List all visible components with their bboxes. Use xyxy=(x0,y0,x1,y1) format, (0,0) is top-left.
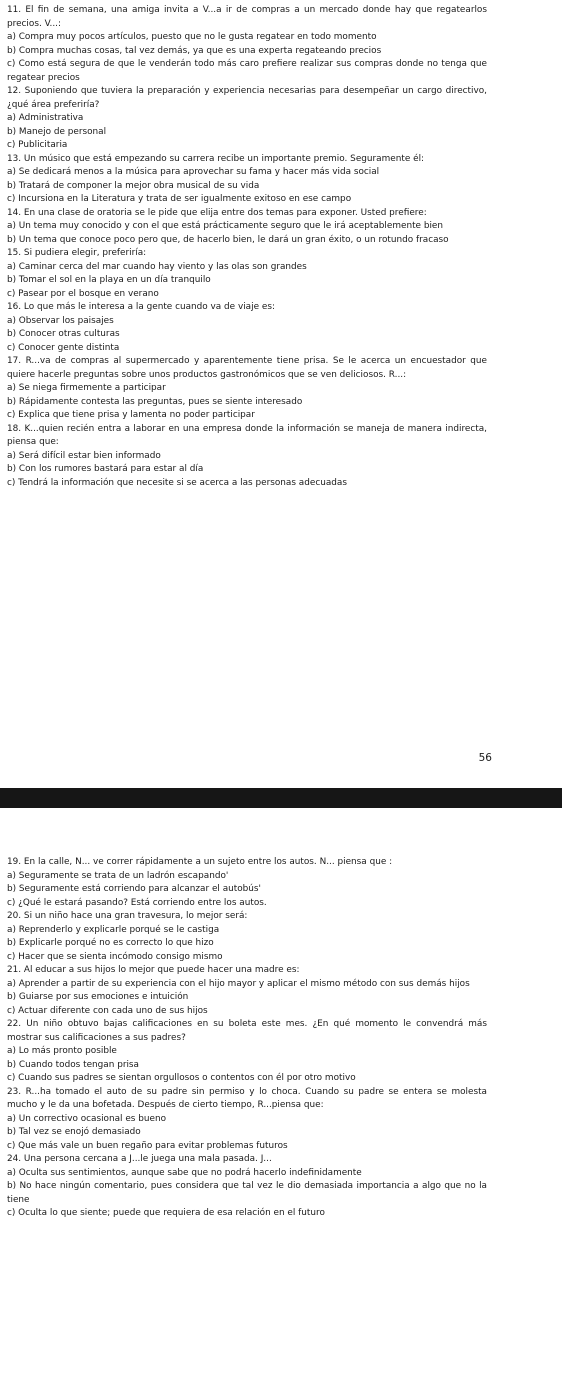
option-c: c) Conocer gente distinta xyxy=(7,342,120,353)
option-b: b) Manejo de personal xyxy=(7,126,107,137)
question-text: 24. Una persona cercana a J...le juega una mala pasada. J... xyxy=(7,1154,272,1164)
option-a: a) Seguramente se trata de un ladrón escapando' xyxy=(7,870,229,881)
question-24 xyxy=(7,1153,487,1221)
option-b: b) Un tema que conoce poco pero que, de hacerlo bien, le dará un gran éxito, o un rotundo fracaso xyxy=(7,234,449,245)
option-c: c) Incursiona en la Literatura y trata de ser igualmente exitoso en ese campo xyxy=(7,194,352,204)
question-16 xyxy=(7,301,487,355)
question-text: 19. En la calle, N... ve correr rápidamente a un sujeto entre los autos. N... piensa que : xyxy=(7,857,393,867)
question-23 xyxy=(7,1086,487,1154)
option-b: b) Tratará de componer la mejor obra musical de su vida xyxy=(7,180,260,191)
option-a: a) Lo más pronto posible xyxy=(7,1046,117,1056)
option-c: c) Publicitaria xyxy=(7,140,68,150)
question-12 xyxy=(7,85,487,153)
option-c: c) Hacer que se sienta incómodo consigo mismo xyxy=(7,951,223,962)
option-a: a) Oculta sus sentimientos, aunque sabe que no podrá hacerlo indefinidamente xyxy=(7,1167,362,1178)
option-c: c) Oculta lo que siente; puede que requiera de esa relación en el futuro xyxy=(7,1208,325,1218)
option-a: a) Se niega firmemente a participar xyxy=(7,383,166,393)
question-text: 21. Al educar a sus hijos lo mejor que puede hacer una madre es: xyxy=(7,965,300,975)
option-a: a) Administrativa xyxy=(7,113,84,123)
option-b: b) Tal vez se enojó demasiado xyxy=(7,1127,141,1137)
option-c: c) Que más vale un buen regaño para evitar problemas futuros xyxy=(7,1140,288,1151)
option-a: a) Se dedicará menos a la música para aprovechar su fama y hacer más vida social xyxy=(7,167,380,177)
question-11 xyxy=(7,4,487,85)
question-text: 11. El fin de semana, una amiga invita a V...a ir de compras a un mercado donde hay que regatearlos precios. V...: xyxy=(7,5,487,29)
page-number: 56 xyxy=(478,752,492,764)
question-21 xyxy=(7,964,487,1018)
question-text: 12. Suponiendo que tuviera la preparación y experiencia necesarias para desempeñar un cargo directivo, ¿qué área preferiría? xyxy=(7,86,487,110)
option-a: a) Reprenderlo y explicarle porqué se le castiga xyxy=(7,924,220,935)
option-b: b) Conocer otras culturas xyxy=(7,329,120,339)
questions-bottom xyxy=(7,856,487,1221)
option-a: a) Aprender a partir de su experiencia con el hijo mayor y aplicar el mismo método con sus demás hijos xyxy=(7,978,470,989)
question-13 xyxy=(7,153,487,207)
question-text: 22. Un niño obtuvo bajas calificaciones en su boleta este mes. ¿En qué momento le convendrá más mostrar sus calificaciones a sus padres? xyxy=(7,1019,487,1043)
question-text: 18. K...quien recién entra a laborar en una empresa donde la información se maneja de manera indirecta, piensa que: xyxy=(7,423,487,447)
question-text: 14. En una clase de oratoria se le pide que elija entre dos temas para exponer. Usted prefiere: xyxy=(7,207,427,218)
question-15 xyxy=(7,247,487,301)
option-c: c) Pasear por el bosque en verano xyxy=(7,288,159,299)
option-c: c) Como está segura de que le venderán todo más caro prefiere realizar sus compras donde no tenga que regatear precios xyxy=(7,59,487,83)
option-c: c) Actuar diferente con cada uno de sus hijos xyxy=(7,1005,208,1016)
question-text: 17. R...va de compras al supermercado y aparentemente tiene prisa. Se le acerca un encuestador que quiere hacerle preguntas sobre unos productos gastronómicos que se ven deliciosos. R...: xyxy=(7,356,487,380)
question-text: 15. Si pudiera elegir, preferiría: xyxy=(7,248,147,258)
question-text: 13. Un músico que está empezando su carrera recibe un importante premio. Seguramente él: xyxy=(7,153,425,164)
question-17 xyxy=(7,355,487,423)
option-b: b) Con los rumores bastará para estar al día xyxy=(7,464,204,474)
option-a: a) Caminar cerca del mar cuando hay viento y las olas son grandes xyxy=(7,261,307,272)
option-c: c) Explica que tiene prisa y lamenta no poder participar xyxy=(7,410,255,420)
option-c: c) Tendrá la información que necesite si se acerca a las personas adecuadas xyxy=(7,477,347,488)
question-text: 23. R...ha tomado el auto de su padre sin permiso y lo choca. Cuando su padre se entera se molesta mucho y le da una bofetada. Después de cierto tiempo, R...piensa que: xyxy=(7,1086,487,1110)
page-bottom xyxy=(0,808,562,1386)
option-b: b) Seguramente está corriendo para alcanzar el autobús' xyxy=(7,884,261,894)
option-b: b) Tomar el sol en la playa en un día tranquilo xyxy=(7,275,211,285)
option-a: a) Observar los paisajes xyxy=(7,315,114,326)
question-20 xyxy=(7,910,487,964)
question-18 xyxy=(7,423,487,491)
question-19 xyxy=(7,856,487,910)
page-divider xyxy=(0,788,562,808)
question-22 xyxy=(7,1018,487,1086)
option-b: b) No hace ningún comentario, pues considera que tal vez le dio demasiada importancia a algo que no la tiene xyxy=(7,1181,487,1205)
option-c: c) Cuando sus padres se sientan orgullosos o contentos con él por otro motivo xyxy=(7,1073,356,1083)
option-b: b) Cuando todos tengan prisa xyxy=(7,1059,139,1070)
option-b: b) Compra muchas cosas, tal vez demás, ya que es una experta regateando precios xyxy=(7,45,382,56)
option-a: a) Compra muy pocos artículos, puesto que no le gusta regatear en todo momento xyxy=(7,32,377,42)
question-text: 20. Si un niño hace una gran travesura, lo mejor será: xyxy=(7,911,248,921)
option-b: b) Explicarle porqué no es correcto lo que hizo xyxy=(7,938,214,948)
question-text: 16. Lo que más le interesa a la gente cuando va de viaje es: xyxy=(7,302,275,312)
option-c: c) ¿Qué le estará pasando? Está corriendo entre los autos. xyxy=(7,897,267,908)
option-a: a) Un tema muy conocido y con el que está prácticamente seguro que le irá aceptablemente bien xyxy=(7,221,444,231)
option-b: b) Guiarse por sus emociones e intuición xyxy=(7,992,189,1002)
option-a: a) Será difícil estar bien informado xyxy=(7,450,161,461)
questions-top xyxy=(7,4,487,490)
question-14 xyxy=(7,207,487,248)
option-a: a) Un correctivo ocasional es bueno xyxy=(7,1113,167,1124)
option-b: b) Rápidamente contesta las preguntas, pues se siente interesado xyxy=(7,396,303,407)
